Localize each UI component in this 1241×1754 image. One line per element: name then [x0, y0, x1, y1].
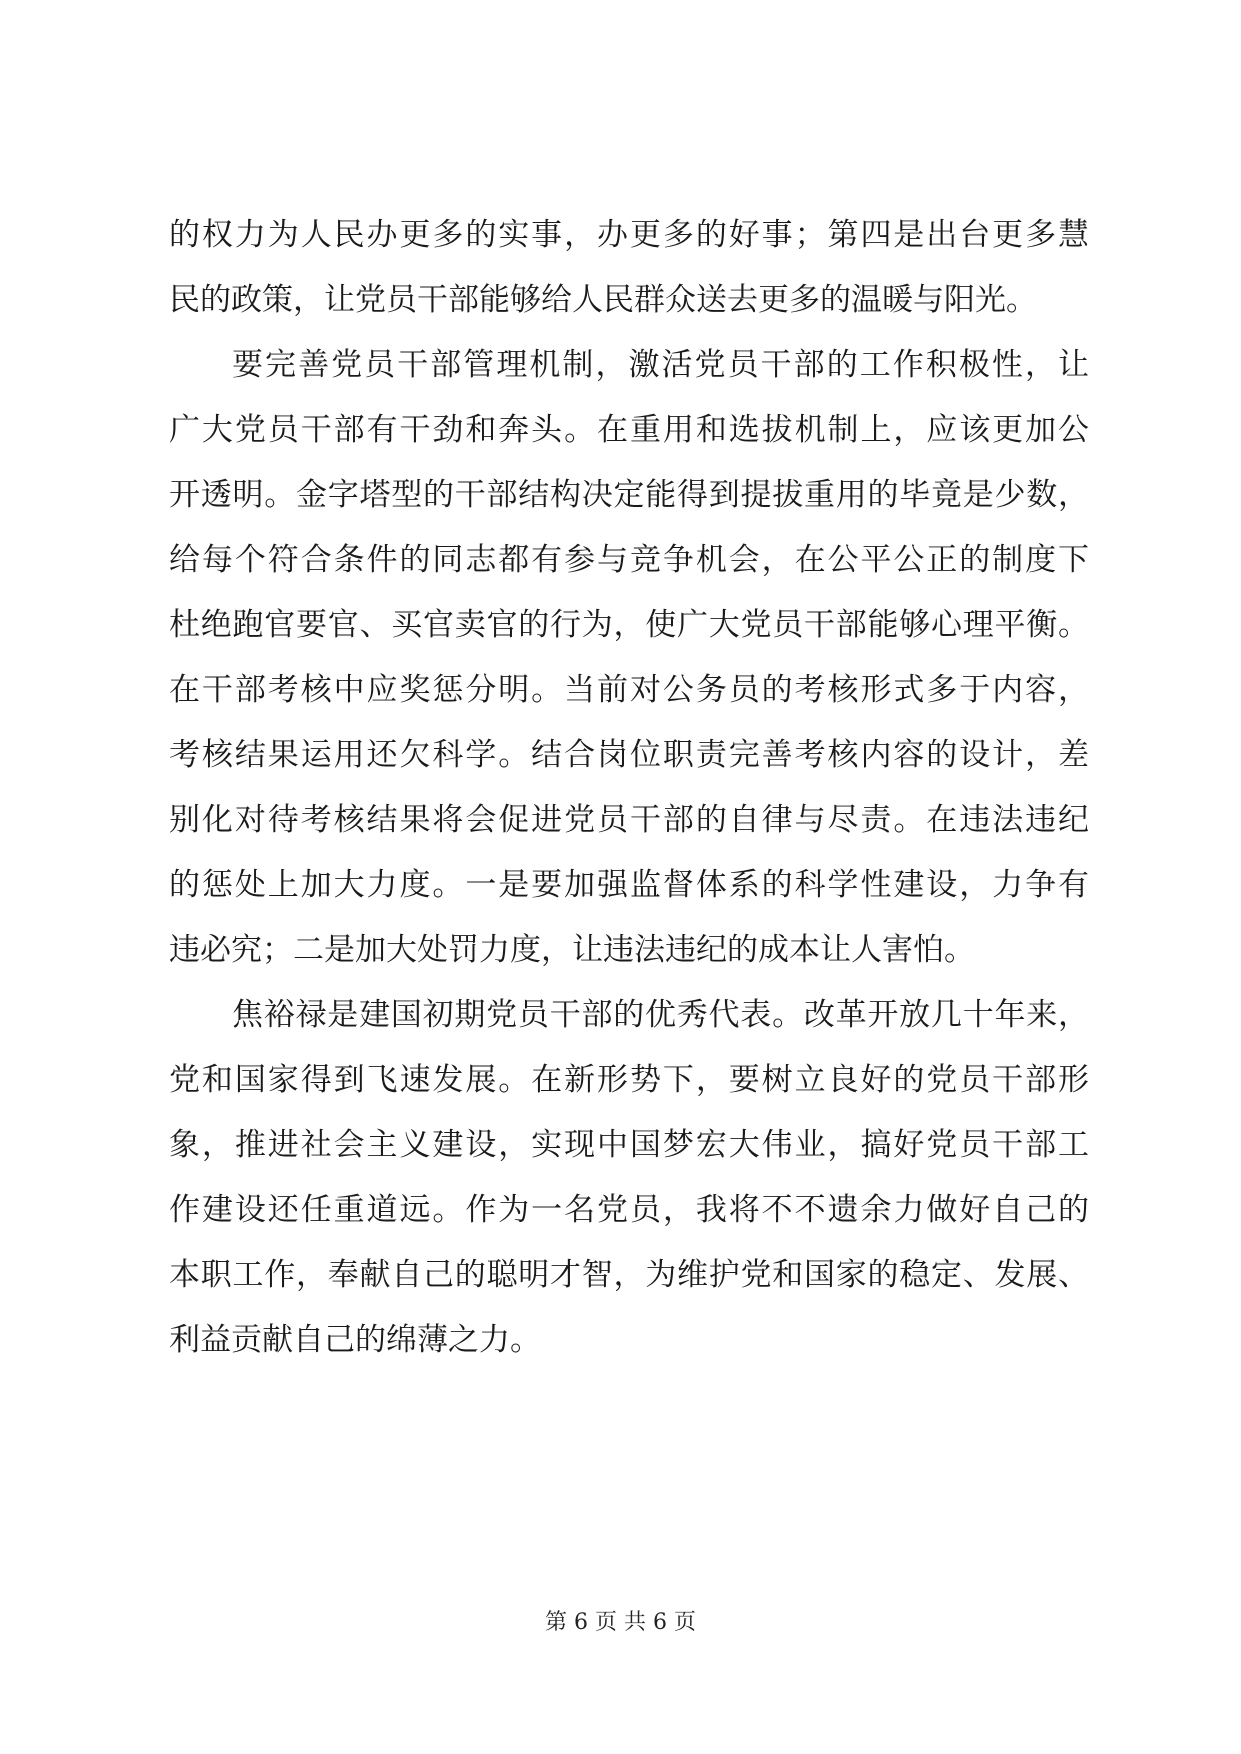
text-line: 本职工作，奉献自己的聪明才智，为维护党和国家的稳定、发展、	[169, 1257, 1089, 1293]
text-line: 考核结果运用还欠科学。结合岗位职责完善考核内容的设计，差	[169, 737, 1089, 773]
text-line: 杜绝跑官要官、买官卖官的行为，使广大党员干部能够心理平衡。	[169, 607, 1089, 643]
text-line: 给每个符合条件的同志都有参与竞争机会，在公平公正的制度下	[169, 542, 1089, 578]
document-body	[169, 203, 1089, 1373]
text-line: 的惩处上加大力度。一是要加强监督体系的科学性建设，力争有	[169, 867, 1089, 903]
text-line: 广大党员干部有干劲和奔头。在重用和选拔机制上，应该更加公	[169, 412, 1089, 448]
text-line: 焦裕禄是建国初期党员干部的优秀代表。改革开放几十年来，	[232, 997, 1089, 1033]
text-line: 开透明。金字塔型的干部结构决定能得到提拔重用的毕竟是少数，	[169, 477, 1089, 513]
text-line: 的权力为人民办更多的实事，办更多的好事；第四是出台更多慧	[169, 217, 1089, 253]
text-line: 象，推进社会主义建设，实现中国梦宏大伟业，搞好党员干部工	[169, 1127, 1089, 1163]
text-line: 违必究；二是加大处罚力度，让违法违纪的成本让人害怕。	[169, 932, 975, 968]
text-line: 要完善党员干部管理机制，激活党员干部的工作积极性，让	[232, 347, 1089, 383]
text-line: 别化对待考核结果将会促进党员干部的自律与尽责。在违法违纪	[169, 802, 1089, 838]
text-line: 民的政策，让党员干部能够给人民群众送去更多的温暖与阳光。	[169, 282, 1037, 318]
text-line: 利益贡献自己的绵薄之力。	[169, 1322, 541, 1358]
page-number-footer: 第 6 页 共 6 页	[545, 1610, 696, 1635]
text-line: 作建设还任重道远。作为一名党员，我将不不遗余力做好自己的	[169, 1192, 1089, 1228]
text-line: 在干部考核中应奖惩分明。当前对公务员的考核形式多于内容，	[169, 672, 1089, 708]
text-line: 党和国家得到飞速发展。在新形势下，要树立良好的党员干部形	[169, 1062, 1089, 1098]
